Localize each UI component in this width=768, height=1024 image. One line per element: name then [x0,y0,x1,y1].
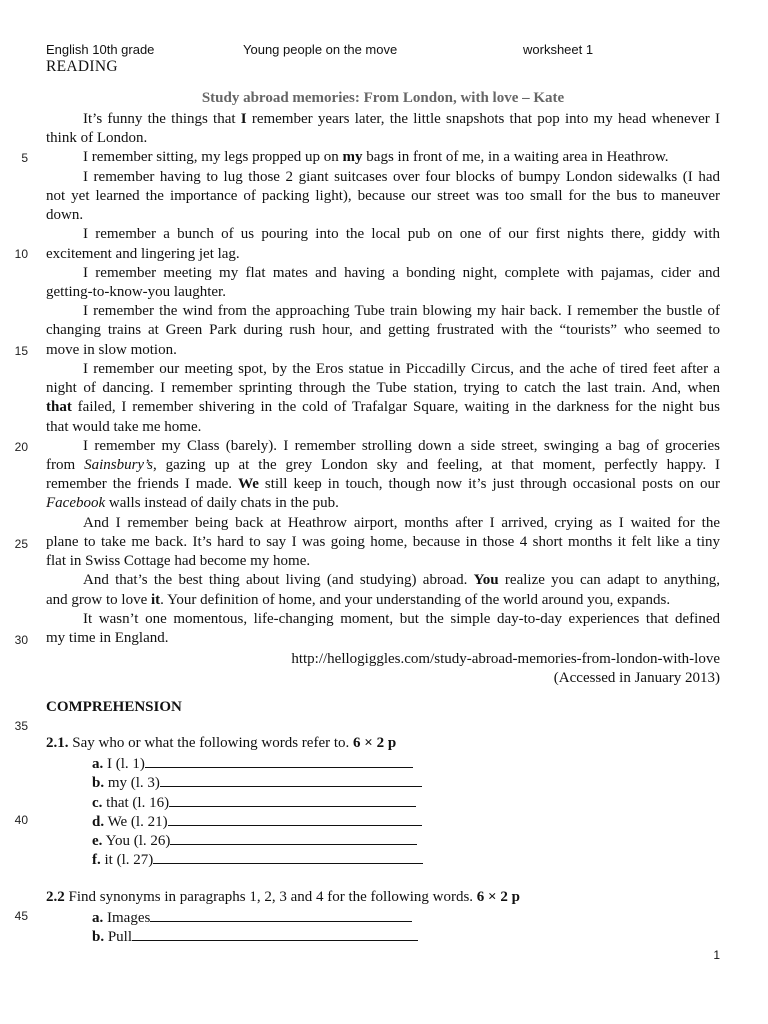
article-line [46,302,720,321]
answer-item [92,926,418,947]
question-number: 2.1. [46,735,69,751]
text-segment: flat in Swiss Cottage had become my home. [46,553,311,570]
article-line [46,168,720,187]
line-number: 45 [14,909,28,923]
question-points: 6 × 2 p [353,735,397,751]
article-line [46,379,720,398]
article-line [46,148,720,167]
answer-blank[interactable] [153,849,423,864]
text-segment: . Your definition of home, and your understanding of the world around you, expands. [160,591,671,608]
bold-reference-word: my [342,149,363,166]
line-number: 25 [14,537,28,551]
answer-blank[interactable] [160,772,422,787]
source-accessed: (Accessed in January 2013) [553,670,720,686]
text-segment: walls instead of daily chats in the pub. [105,495,339,512]
text-segment: changing trains at Green Park during rush hour, and getting frustrated with the “tourists” who seemed to [46,322,720,339]
article-line [46,514,720,533]
article-line [46,533,720,552]
article-line [46,629,720,648]
item-text: Images [103,910,151,926]
article-line [46,610,720,629]
header-worksheet: worksheet 1 [523,42,594,57]
bold-reference-word: it [150,591,161,608]
section-heading-reading: READING [46,58,118,75]
line-number: 40 [14,813,28,827]
answer-blank[interactable] [132,926,418,941]
text-segment: realize you can adapt to anything, [498,572,720,589]
article-line [46,398,720,417]
italic-text: Sainsbury’s [84,456,153,473]
answer-blank[interactable] [145,753,413,768]
question-2-1 [46,734,396,753]
header-course: English 10th grade [46,42,155,57]
article-line [46,360,720,379]
item-text: You (l. 26) [102,833,171,849]
question-text: Find synonyms in paragraphs 1, 2, 3 and 4 for the following words. [64,889,477,905]
question-number: 2.2 [46,889,65,905]
answer-blank[interactable] [169,792,416,807]
text-segment: And that’s the best thing about living (and studying) abroad. [83,572,474,589]
line-number: 30 [14,633,28,647]
bold-reference-word: I [240,111,247,127]
text-segment: I remember sitting, my legs propped up on [83,149,343,166]
text-segment: from [46,456,85,473]
item-text: that (l. 16) [102,795,170,811]
article-line [46,187,720,206]
line-number: 35 [14,719,28,733]
article-line [46,475,720,494]
question-points: 6 × 2 p [476,889,520,905]
article-line [46,129,720,148]
line-number: 10 [14,247,28,261]
item-letter: e. [92,833,103,849]
article-line [46,494,720,513]
article-line [46,321,720,340]
text-segment: move in slow motion. [46,341,177,358]
article-line [46,437,720,456]
article-line [46,571,720,590]
item-letter: b. [92,929,105,945]
answer-blank[interactable] [170,830,417,845]
article-line [46,206,720,225]
question-2-2 [46,888,520,907]
page-number: 1 [713,948,720,962]
item-letter: a. [92,756,104,772]
text-segment: I remember having to lug those 2 giant suitcases over four blocks of bumpy London sidewalks (I had [83,168,720,185]
answer-item [92,792,416,813]
header-topic: Young people on the move [243,42,398,57]
item-text: my (l. 3) [104,775,160,791]
text-segment: It wasn’t one momentous, life-changing moment, but the simple day-to-day experiences that defined [83,610,720,627]
answer-blank[interactable] [150,907,412,922]
text-segment: think of London. [46,130,148,147]
text-segment: failed, I remember shivering in the cold of Trafalgar Square, waiting in the darkness for the night bus [71,399,720,416]
text-segment: I remember the wind from the approaching Tube train blowing my hair back. I remember the bustle of [83,303,720,320]
text-segment: It’s funny the things that [83,111,241,127]
text-segment: I remember a bunch of us pouring into the local pub on one of our first nights there, giddy with [83,226,720,243]
text-segment: still keep in touch, though now it’s just through occasional posts on our [258,476,720,493]
answer-blank[interactable] [168,811,422,826]
article-line [46,341,720,360]
answer-item [92,907,412,928]
question-text: Say who or what the following words refer to. [68,735,354,751]
article-line [46,552,720,571]
item-letter: b. [92,775,105,791]
article-line [46,591,720,610]
text-segment: bags in front of me, in a waiting area in Heathrow. [362,149,669,166]
text-segment: down. [46,207,84,224]
article-line [46,264,720,283]
answer-item [92,811,422,832]
bold-reference-word: that [46,399,72,416]
answer-item [92,830,417,851]
text-segment: excitement and lingering jet lag. [46,245,240,262]
text-segment: getting-to-know-you laughter. [46,283,226,300]
article-line [46,456,720,475]
answer-item [92,849,423,870]
text-segment: plane to take me back. It’s hard to say I was going home, because in those 4 short months it felt like a tiny [46,533,720,550]
text-segment: night of dancing. I remember sprinting through the Tube station, trying to catch the last train. And, when [46,380,720,397]
answer-item [92,772,422,793]
text-segment: I remember my Class (barely). I remember strolling down a side street, swinging a bag of groceries [83,437,720,454]
article-line [46,245,720,264]
text-segment: , gazing up at the grey London sky and feeling, at that moment, perfectly happy. I [153,456,720,473]
answer-item [92,753,413,774]
italic-text: Facebook [46,495,106,512]
item-letter: a. [92,910,104,926]
line-number: 15 [14,344,28,358]
text-segment: And I remember being back at Heathrow airport, months after I arrived, crying as I waited for the [83,514,720,531]
line-number: 5 [21,151,28,165]
bold-reference-word: You [473,572,499,589]
item-letter: d. [92,814,105,830]
text-segment: remember the friends I made. [46,476,239,493]
item-letter: f. [92,852,101,868]
text-segment: my time in England. [46,629,169,646]
text-segment: I remember meeting my flat mates and having a bonding night, complete with pajamas, cider and [83,264,720,281]
text-segment: I remember our meeting spot, by the Eros statue in Piccadilly Circus, and the ache of tired feet after a [83,360,720,377]
item-text: I (l. 1) [103,756,145,772]
item-letter: c. [92,795,103,811]
article-title: Study abroad memories: From London, with love – Kate [201,90,565,106]
source-url: http://hellogiggles.com/study-abroad-memories-from-london-with-love [291,651,720,667]
bold-reference-word: We [238,476,259,493]
line-number: 20 [14,440,28,454]
item-text: We (l. 21) [104,814,168,830]
item-text: it (l. 27) [100,852,154,868]
article-line [46,110,720,129]
text-segment: not yet learned the importance of packing light), because our street was too small for the bus to maneuver [46,187,720,204]
text-segment: and grow to love [46,591,151,608]
text-segment: remember years later, the little snapshots that pop into my head whenever I [246,111,720,127]
text-segment: that would take me home. [46,418,202,435]
article-line [46,283,720,302]
item-text: Pull [104,929,133,945]
article-line [46,225,720,244]
comprehension-heading: COMPREHENSION [46,699,182,715]
article-line [46,418,720,437]
